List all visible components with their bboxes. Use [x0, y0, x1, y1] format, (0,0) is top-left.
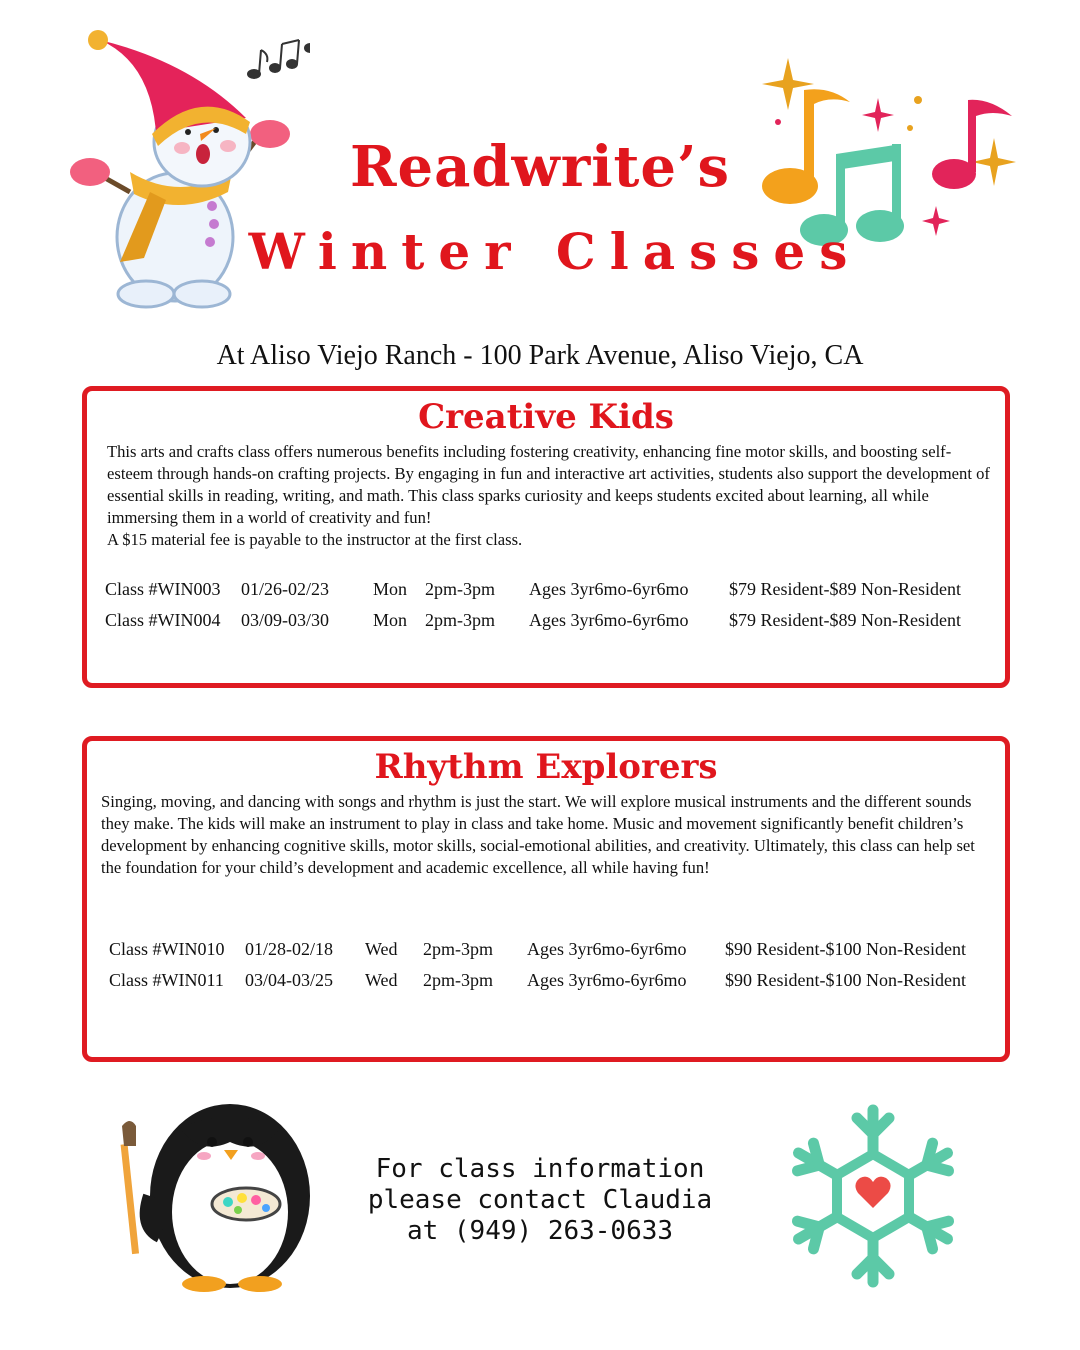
- contact-info: [360, 1154, 720, 1247]
- class-row: [105, 579, 995, 610]
- class-price: $79 Resident-$89 Non-Resident: [729, 610, 961, 630]
- penguin-icon: [120, 1086, 320, 1292]
- class-row: [109, 939, 995, 970]
- class-price: $90 Resident-$100 Non-Resident: [725, 970, 966, 990]
- material-fee-note: A $15 material fee is payable to the instructor at the first class.: [107, 530, 523, 549]
- class-time: 2pm-3pm: [425, 579, 495, 599]
- class-time: 2pm-3pm: [425, 610, 495, 630]
- class-dates: 01/28-02/18: [245, 939, 333, 959]
- class-id: Class #WIN004: [105, 610, 221, 630]
- class-schedule: [109, 939, 995, 1001]
- snowflake-icon: [786, 1104, 960, 1288]
- class-id: Class #WIN003: [105, 579, 221, 599]
- contact-line: please contact Claudia: [367, 1185, 713, 1215]
- page-subtitle: Winter Classes: [248, 222, 862, 281]
- class-ages: Ages 3yr6mo-6yr6mo: [527, 970, 687, 990]
- class-day: Wed: [365, 939, 398, 959]
- heart-icon: [855, 1177, 890, 1208]
- class-id: Class #WIN011: [109, 970, 224, 990]
- location-text: At Aliso Viejo Ranch - 100 Park Avenue, Aliso Viejo, CA: [216, 340, 864, 371]
- class-ages: Ages 3yr6mo-6yr6mo: [529, 579, 689, 599]
- class-price: $90 Resident-$100 Non-Resident: [725, 939, 966, 959]
- class-time: 2pm-3pm: [423, 939, 493, 959]
- class-day: Mon: [373, 579, 408, 599]
- class-price: $79 Resident-$89 Non-Resident: [729, 579, 961, 599]
- class-dates: 01/26-02/23: [241, 579, 329, 599]
- class-id: Class #WIN010: [109, 939, 225, 959]
- class-row: [109, 970, 995, 1001]
- contact-phone: at (949) 263-0633: [406, 1216, 674, 1246]
- class-dates: 03/04-03/25: [245, 970, 333, 990]
- class-day: Wed: [365, 970, 398, 990]
- section-title: Creative Kids: [418, 397, 674, 437]
- class-dates: 03/09-03/30: [241, 610, 329, 630]
- class-ages: Ages 3yr6mo-6yr6mo: [529, 610, 689, 630]
- small-music-notes-icon: [248, 24, 310, 78]
- contact-line: For class information: [375, 1154, 705, 1184]
- section-description: [107, 441, 991, 551]
- class-time: 2pm-3pm: [423, 970, 493, 990]
- class-card-rhythm-explorers: [82, 736, 1010, 1062]
- class-schedule: [105, 579, 995, 641]
- section-title: Rhythm Explorers: [374, 747, 718, 787]
- class-row: [105, 610, 995, 641]
- section-description: [101, 791, 997, 879]
- palette-icon: [212, 1188, 280, 1220]
- paintbrush-icon: [121, 1121, 139, 1254]
- description-text: This arts and crafts class offers numerous benefits including fostering creativity, enhancing fine motor skills, and boosting self-esteem through hands-on crafting projects. By engaging in fun and interactive art activities, students also support the development of essential skills in reading, writing, and math. This class sparks curiosity and keeps students excited about learning, all while immersing them in a world of creativity and fun!: [107, 442, 990, 527]
- description-text: Singing, moving, and dancing with songs and rhythm is just the start. We will explore musical instruments and the different sounds they make. The kids will make an instrument to play in class and take home. Music and movement significantly benefit children’s development by enhancing cognitive skills, motor skills, social-emotional abilities, and creativity. Ultimately, this class can help set the foundation for your child’s development and academic excellence, all while having fun!: [101, 792, 975, 877]
- class-ages: Ages 3yr6mo-6yr6mo: [527, 939, 687, 959]
- class-day: Mon: [373, 610, 408, 630]
- page-title: Readwrite’s: [349, 134, 731, 200]
- class-card-creative-kids: [82, 386, 1010, 688]
